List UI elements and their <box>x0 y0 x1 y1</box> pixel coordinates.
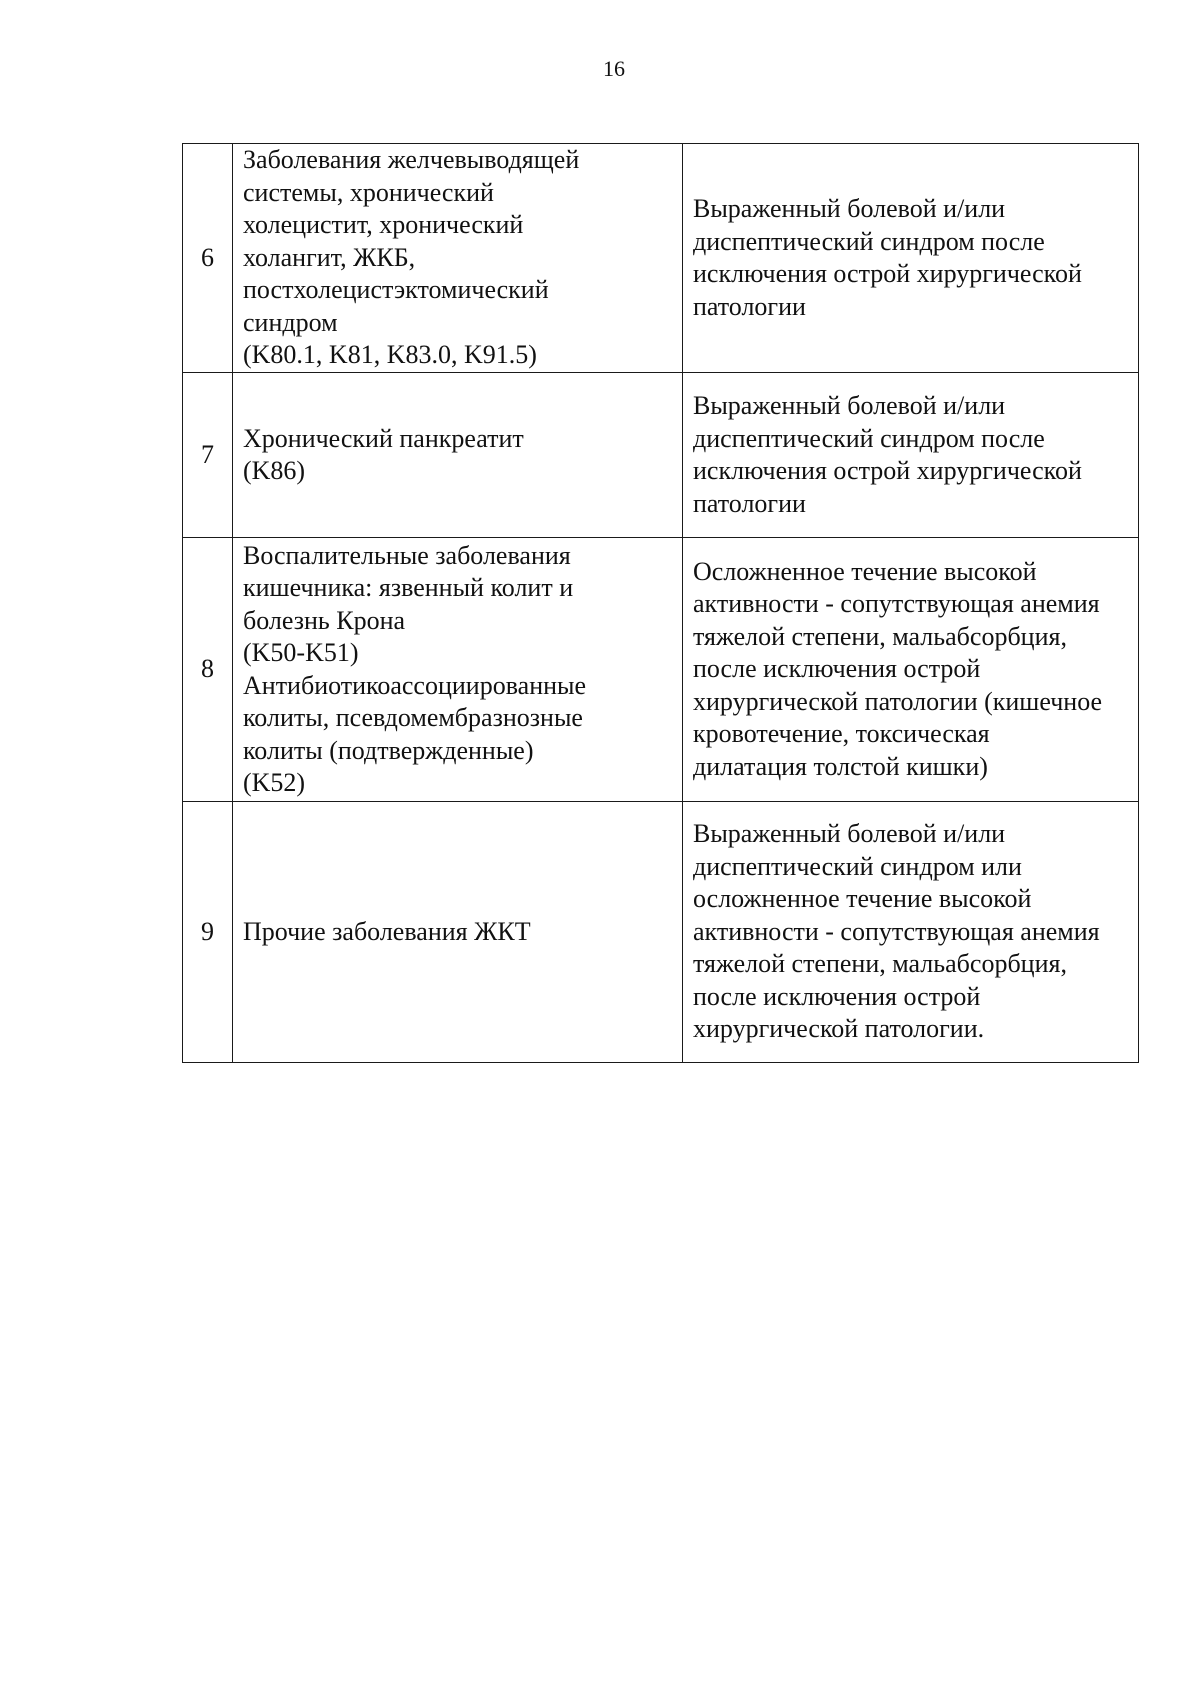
criteria-cell <box>683 144 1139 373</box>
table-row <box>183 538 1139 802</box>
row-number-cell: 7 <box>183 373 233 538</box>
criteria-line: активности - сопутствующая анемия <box>693 589 1100 619</box>
criteria-line: хирургической патологии (кишечное <box>693 686 1103 716</box>
disease-line: Антибиотикоассоциированные <box>243 670 587 700</box>
disease-cell <box>233 538 683 802</box>
criteria-cell <box>683 802 1139 1063</box>
criteria-line: кровотечение, токсическая <box>693 719 990 749</box>
criteria-line: дилатация толстой кишки) <box>693 751 988 781</box>
criteria-line: исключения острой хирургической <box>693 259 1082 288</box>
icd-codes: (K80.1, K81, K83.0, K91.5) <box>243 340 537 370</box>
icd-codes: (K86) <box>243 456 306 485</box>
page-number: 16 <box>603 56 625 81</box>
disease-line: синдром <box>243 307 338 337</box>
table-row <box>183 373 1139 538</box>
criteria-line: Выраженный болевой и/или <box>693 819 1006 849</box>
disease-cell <box>233 144 683 373</box>
criteria-line: диспептический синдром после <box>693 423 1045 453</box>
criteria-line: осложненное течение высокой <box>693 884 1032 914</box>
row-number-cell: 8 <box>183 538 233 802</box>
criteria-line: диспептический синдром после <box>693 226 1045 256</box>
icd-codes: (K52) <box>243 768 306 797</box>
criteria-line: Осложненное течение высокой <box>693 556 1037 586</box>
table-row <box>183 802 1139 1063</box>
disease-line: колиты, псевдомембразнозные <box>243 703 583 732</box>
criteria-line: тяжелой степени, мальабсорбция, <box>693 949 1067 979</box>
disease-line: системы, хронический <box>243 177 494 207</box>
disease-line: Прочие заболевания ЖКТ <box>243 916 531 946</box>
disease-cell <box>233 802 683 1063</box>
criteria-line: тяжелой степени, мальабсорбция, <box>693 621 1067 651</box>
disease-line: постхолецистэктомический <box>243 275 549 305</box>
criteria-line: патологии <box>693 488 806 518</box>
criteria-line: диспептический синдром или <box>693 851 1022 881</box>
table-row <box>183 144 1139 373</box>
criteria-line: после исключения острой <box>693 654 981 684</box>
conditions-table <box>182 143 1139 1063</box>
criteria-cell <box>683 538 1139 802</box>
row-number-cell: 6 <box>183 144 233 373</box>
criteria-line: Выраженный болевой и/или <box>693 391 1006 420</box>
disease-line: Хронический панкреатит <box>243 423 524 453</box>
criteria-line: Выраженный болевой и/или <box>693 194 1006 223</box>
criteria-line: хирургической патологии. <box>693 1014 985 1044</box>
icd-codes: (K50-K51) <box>243 638 359 667</box>
criteria-line: активности - сопутствующая анемия <box>693 916 1100 946</box>
row-number-cell: 9 <box>183 802 233 1063</box>
disease-line: Воспалительные заболевания <box>243 540 571 570</box>
criteria-line: после исключения острой <box>693 981 981 1011</box>
disease-line: колиты (подтвержденные) <box>243 735 534 765</box>
criteria-line: патологии <box>693 291 806 321</box>
disease-cell <box>233 373 683 538</box>
disease-line: холецистит, хронический <box>243 210 524 240</box>
criteria-cell <box>683 373 1139 538</box>
disease-line: Заболевания желчевыводящей <box>243 145 580 175</box>
disease-line: холангит, ЖКБ, <box>243 242 416 272</box>
criteria-line: исключения острой хирургической <box>693 456 1082 485</box>
disease-line: кишечника: язвенный колит и <box>243 573 574 602</box>
disease-line: болезнь Крона <box>243 605 406 635</box>
